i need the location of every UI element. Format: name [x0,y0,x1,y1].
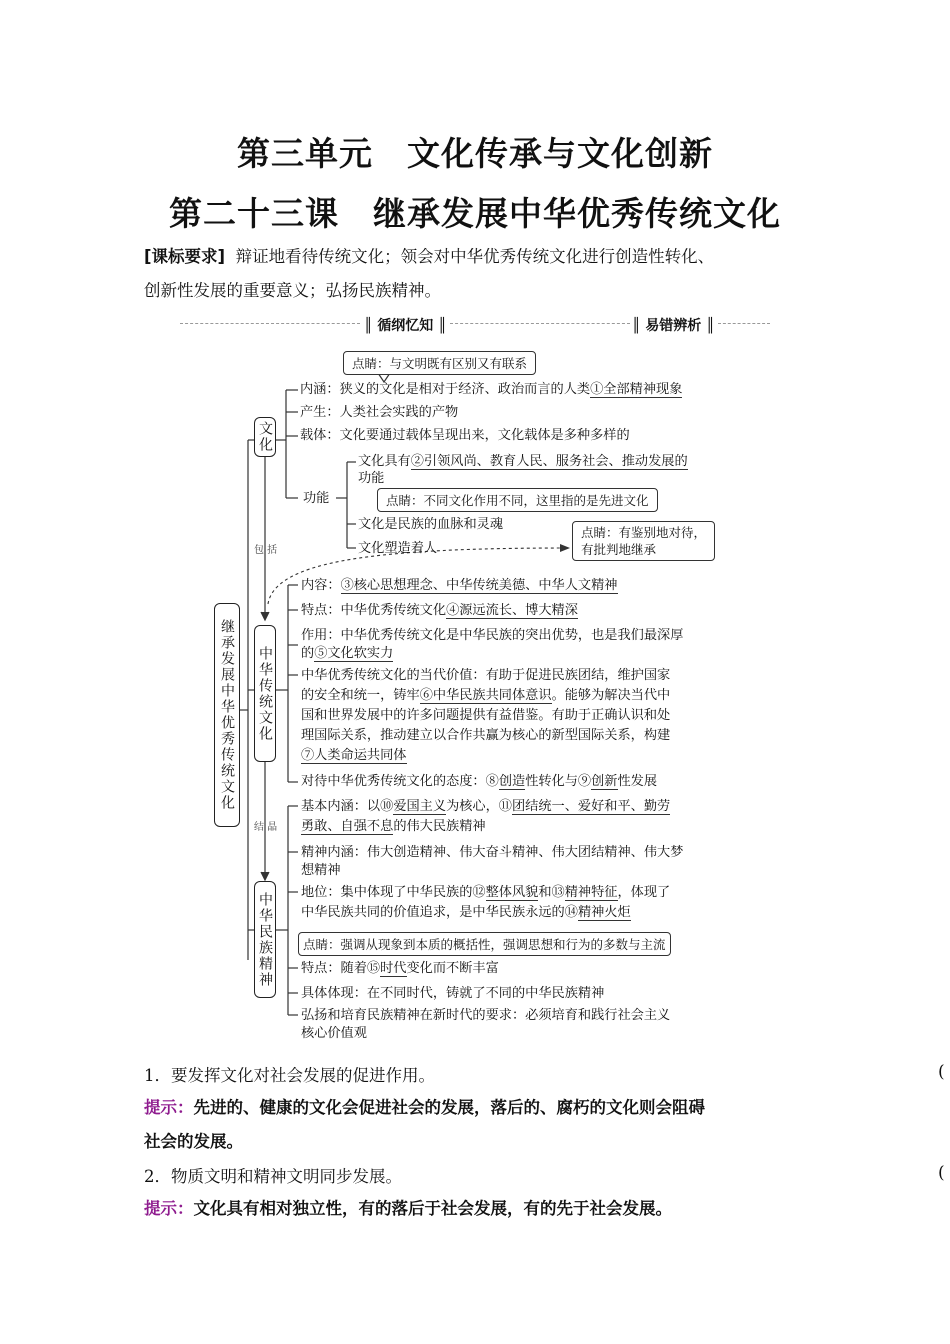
node-traditional-culture: 中华传统文化 [254,625,276,762]
answer-paren-2[interactable]: ( [938,1163,945,1183]
culture-function-label: 功能 [303,491,330,506]
answer-paren-1[interactable]: ( [938,1062,945,1082]
spirit-requirement-1: 弘扬和培育民族精神在新时代的要求：必须培育和践行社会主义 [301,1008,671,1023]
hint-1: 提示：先进的、健康的文化会促进社会的发展，落后的、腐朽的文化则会阻碍 社会的发展。 [144,1098,705,1151]
tab-review[interactable]: ║ 循纲忆知 ║ [364,318,447,334]
requirement-label: [课标要求] [144,247,226,266]
spirit-requirement-2: 核心价值观 [301,1026,367,1041]
requirement-text-1: 辩证地看待传统文化；领会对中华优秀传统文化进行创造性转化、 [235,247,715,266]
question-2: 2．物质文明和精神文明同步发展。 [144,1167,402,1186]
spirit-basic-2: 勇敢、自强不息的伟大民族精神 [301,819,486,834]
tradition-value-5: ⑦人类命运共同体 [301,748,407,763]
tag-include: 包 括 [254,545,278,556]
culture-shapes-people: 文化塑造着人 [358,541,438,556]
spirit-connotation-1: 精神内涵：伟大创造精神、伟大奋斗精神、伟大团结精神、伟大梦 [301,845,684,860]
spirit-status-1: 地位：集中体现了中华民族的⑫整体风貌和⑬精神特征，体现了 [301,885,671,900]
spirit-status-2: 中华民族共同的价值追求，是中华民族永远的⑭精神火炬 [301,905,631,920]
tradition-content: 内容：③核心思想理念、中华传统美德、中华人文精神 [301,578,618,593]
tradition-role-1: 作用：中华优秀传统文化是中华民族的突出优势，也是我们最深厚 [301,628,684,643]
spirit-basic-1: 基本内涵：以⑩爱国主义为核心，⑪团结统一、爱好和平、勤劳 [301,799,671,814]
hint-label-1: 提示： [144,1098,194,1117]
question-1: 1．要发挥文化对社会发展的促进作用。 [144,1066,435,1085]
tip-culture-civilization: 点睛：与文明既有区别又有联系 [343,351,536,375]
node-national-spirit: 中华民族精神 [254,881,276,998]
culture-neihan: 内涵：狭义的文化是相对于经济、政治而言的人类①全部精神现象 [300,382,683,397]
tab-errors[interactable]: ║ 易错辨析 ║ [632,318,715,334]
mindmap-root: 继承发展中华优秀传统文化 [214,603,240,827]
hint-label-2: 提示： [144,1199,194,1218]
tip-critical-inheritance: 点睛：有鉴别地对待， 有批判地继承 [572,521,715,561]
spirit-feature: 特点：随着⑮时代变化而不断丰富 [301,961,499,976]
unit-title: 第三单元 文化传承与文化创新 [237,134,713,173]
tradition-value-4: 理国际关系，推动建立以合作共赢为核心的新型国际关系，构建 [301,728,671,743]
culture-bloodline: 文化是民族的血脉和灵魂 [358,517,504,532]
culture-zaiti: 载体：文化要通过载体呈现出来，文化载体是多种多样的 [300,428,630,443]
tradition-attitude: 对待中华优秀传统文化的态度：⑧创造性转化与⑨创新性发展 [301,774,658,789]
culture-function: 文化具有②引领风尚、教育人民、服务社会、推动发展的 [358,454,688,469]
tag-crystal: 结 晶 [254,822,278,833]
culture-function-suffix: 功能 [358,471,385,486]
lesson-title: 第二十三课 继承发展中华优秀传统文化 [169,194,781,233]
tradition-value-1: 中华优秀传统文化的当代价值：有助于促进民族团结，维护国家 [301,668,671,683]
tip-advanced-culture: 点睛：不同文化作用不同，这里指的是先进文化 [377,488,658,512]
spirit-embodiment: 具体体现：在不同时代，铸就了不同的中华民族精神 [301,986,605,1001]
tradition-value-2: 的安全和统一，铸牢⑥中华民族共同体意识。能够为解决当代中 [301,688,671,703]
tradition-role-2: 的⑤文化软实力 [301,646,394,661]
hint-2: 提示：文化具有相对独立性，有的落后于社会发展，有的先于社会发展。 [144,1199,672,1218]
spirit-connotation-2: 想精神 [301,863,341,878]
tip-spirit: 点睛：强调从现象到本质的概括性，强调思想和行为的多数与主流 [298,932,671,956]
tradition-feature: 特点：中华优秀传统文化④源远流长、博大精深 [301,603,578,618]
requirement-text-2: 创新性发展的重要意义；弘扬民族精神。 [144,281,441,300]
node-culture: 文化 [254,417,276,457]
culture-chansheng: 产生：人类社会实践的产物 [300,405,459,420]
tradition-value-3: 国和世界发展中的许多问题提供有益借鉴。有助于正确认识和处 [301,708,671,723]
